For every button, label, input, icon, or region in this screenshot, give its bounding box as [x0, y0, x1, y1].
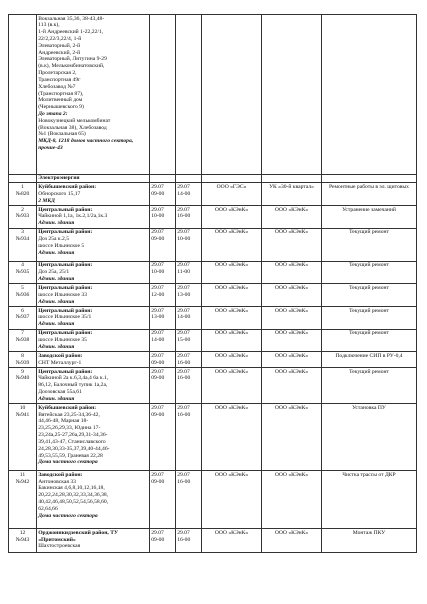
row-number: 1 — [21, 184, 24, 190]
contractor-org: УК «30-й квартал» — [262, 183, 322, 206]
start-cell — [150, 367, 176, 403]
address-line: шоссе Ильинское 5 — [38, 242, 85, 249]
owner-org: ООО «КЭнК» — [202, 367, 262, 403]
work-description: Подключение СИП в РУ-0,4 — [322, 352, 417, 368]
start-cell — [150, 284, 176, 307]
address-line: 20,22,24,28,30,32,33,34,36,38, — [38, 492, 109, 499]
start-cell — [150, 306, 176, 329]
row-number: 9 — [21, 368, 24, 375]
address-line: Доз 25а к.2,5 — [38, 236, 69, 243]
address-line: Вятейская 23,25-34,36-42, — [38, 411, 100, 418]
start-date: 29.07 — [151, 330, 164, 337]
work-description: Устранение замечаний — [322, 206, 417, 229]
start-cell — [150, 183, 176, 206]
start-date: 29.07 — [151, 352, 164, 359]
address-line: Доозовская 55а,61 — [38, 389, 82, 395]
start-date: 29.07 — [151, 284, 164, 291]
owner-org: ООО «КЭнК» — [202, 306, 262, 329]
address-cell — [37, 15, 150, 175]
table-row — [9, 404, 417, 471]
object-note: Админ. здания — [38, 321, 75, 328]
end-cell — [176, 228, 202, 261]
row-number: 7 — [21, 330, 24, 337]
end-date: 29.07 — [177, 352, 190, 359]
district-label: Куйбышевский район: — [38, 404, 97, 411]
outage-schedule-table — [8, 14, 417, 553]
start-cell — [150, 206, 176, 229]
empty-cell — [202, 175, 262, 183]
end-time: 16-00 — [177, 375, 191, 382]
end-cell — [176, 206, 202, 229]
address-cell — [37, 228, 150, 261]
address-line: 23,25,26,29,33, Юдина 17- — [38, 425, 101, 432]
work-description: Текущий ремонт — [322, 284, 417, 307]
contractor-org: ООО «КЭнК» — [262, 404, 322, 471]
end-cell — [176, 183, 202, 206]
request-id: №941 — [15, 411, 30, 418]
request-id: №937 — [15, 314, 30, 321]
district-label: Центральный район: — [38, 229, 93, 236]
owner-org: ООО «КЭнК» — [202, 228, 262, 261]
address-line: шоссе Ильинское 35 — [38, 336, 87, 343]
start-time: 09-00 — [151, 375, 165, 382]
row-number: 10 — [19, 404, 26, 411]
start-date: 29.07 — [151, 307, 164, 314]
owner-org: ООО «КЭнК» — [202, 529, 262, 553]
empty-cell — [262, 15, 322, 175]
end-date: 29.07 — [177, 368, 190, 375]
address-cell — [37, 306, 150, 329]
address-line: (Чернышевского 9) — [38, 104, 84, 111]
start-time: 10-00 — [151, 213, 165, 220]
start-cell — [150, 404, 176, 471]
table-row — [9, 471, 417, 529]
end-cell — [176, 329, 202, 352]
row-number-cell — [9, 183, 37, 206]
end-date: 29.07 — [177, 471, 190, 478]
row-number: 4 — [21, 262, 24, 269]
row-number-cell — [9, 206, 37, 229]
start-date: 29.07 — [151, 229, 164, 236]
district-label: Центральный район: — [38, 284, 93, 291]
end-time: 16-00 — [177, 213, 191, 220]
start-date: 29.07 — [151, 206, 164, 213]
address-line: Элеваторный, 2-й — [38, 42, 81, 49]
row-number-cell — [9, 284, 37, 307]
contractor-org: ООО «КЭнК» — [262, 471, 322, 529]
owner-org: ООО «КЭнК» — [202, 471, 262, 529]
address-line: Вокзальная 35,36, 38-43,48- — [38, 15, 105, 22]
end-date: 29.07 — [177, 229, 190, 236]
request-id: №940 — [15, 375, 30, 382]
object-note: Админ. здания — [38, 395, 75, 402]
district-label: Центральный район: — [38, 262, 93, 269]
end-time: 16-00 — [177, 359, 191, 366]
start-time: 14-00 — [151, 336, 165, 343]
contractor-org: ООО «КЭнК» — [262, 284, 322, 307]
end-time: 15-00 — [177, 336, 191, 343]
request-id: №933 — [15, 213, 30, 220]
work-description: Монтаж ПКУ — [322, 529, 417, 553]
start-cell — [150, 471, 176, 529]
address-cell — [37, 404, 150, 471]
table-row — [9, 228, 417, 261]
district-label: Куйбышевский район: — [38, 184, 97, 190]
request-id: №935 — [15, 269, 30, 276]
district-label: Центральный район: — [38, 368, 93, 375]
end-time: 10-00 — [177, 236, 191, 243]
start-time: 09-00 — [151, 359, 165, 366]
row-number-cell — [9, 352, 37, 368]
start-date: 29.07 — [151, 404, 164, 411]
row-number-cell — [9, 228, 37, 261]
address-line: (в.к), Мелькомбинатовский, — [38, 63, 105, 70]
start-date: 29.07 — [151, 368, 164, 375]
end-date: 29.07 — [177, 330, 190, 337]
row-number: 8 — [21, 352, 24, 359]
end-cell — [176, 471, 202, 529]
start-date: 29.07 — [151, 471, 164, 478]
end-cell — [176, 367, 202, 403]
address-cell — [37, 367, 150, 403]
work-description: Текущий ремонт — [322, 228, 417, 261]
district-label: Заводской район: — [38, 352, 83, 359]
object-note: Админ. здания — [38, 343, 75, 350]
end-cell — [176, 306, 202, 329]
work-description: Установка ПУ — [322, 404, 417, 471]
empty-cell — [9, 15, 37, 175]
address-cell — [37, 352, 150, 368]
stage-label: До этапа 2: — [38, 110, 68, 117]
address-line: 49,53,55,59, Граневая 22,28 — [38, 452, 103, 459]
address-line: 86,12, Балочный тупик 1а,2а, — [38, 382, 108, 389]
address-line: 39,41,43-47, Станиславского — [38, 438, 106, 445]
row-number: 5 — [21, 284, 24, 291]
end-cell — [176, 352, 202, 368]
row-number-cell — [9, 529, 37, 553]
work-description: Ремонтные работы в эл. щитовых — [322, 183, 417, 206]
request-id: №939 — [15, 359, 30, 366]
object-note: Админ. здания — [38, 298, 75, 305]
owner-org: ООО «ГЭС» — [202, 183, 262, 206]
address-cell — [37, 206, 150, 229]
work-description: Текущий ремонт — [322, 306, 417, 329]
address-cell — [37, 261, 150, 284]
address-line: 44,46-48, Марная 18- — [38, 418, 89, 425]
request-id: №934 — [15, 236, 30, 243]
row-number: 11 — [19, 471, 26, 478]
start-date: 29.07 — [151, 262, 164, 269]
address-line: шоссе Ильинское 35/1 — [38, 314, 92, 321]
table-row — [9, 261, 417, 284]
contractor-org: ООО «КЭнК» — [262, 367, 322, 403]
end-cell — [176, 404, 202, 471]
start-time: 13-00 — [151, 314, 165, 321]
end-date: 29.07 — [177, 307, 190, 314]
contractor-org: ООО «КЭнК» — [262, 529, 322, 553]
request-id: №820 — [15, 190, 30, 197]
end-cell — [176, 284, 202, 307]
address-line: Элеваторный, Литугина 9-29 — [38, 56, 107, 63]
request-id: №942 — [15, 478, 30, 485]
table-row — [9, 206, 417, 229]
district-label: Заводской район: — [38, 471, 83, 478]
end-date: 29.07 — [177, 284, 190, 291]
address-line: Молитвенный дом — [38, 97, 83, 104]
start-cell — [150, 261, 176, 284]
end-date: 29.07 — [177, 184, 190, 190]
start-time: 10-00 — [151, 269, 165, 276]
start-time: 09-00 — [151, 536, 165, 543]
table-row — [9, 529, 417, 553]
object-note: Админ. здания — [38, 275, 75, 282]
owner-org: ООО «КЭнК» — [202, 206, 262, 229]
empty-cell — [9, 175, 37, 183]
end-time: 16-00 — [177, 478, 191, 485]
district-label: Орджоникидзевский район, ТУ «Притомский» — [38, 529, 119, 543]
address-line: Обнорского 15,17 — [38, 190, 81, 197]
table-row — [9, 306, 417, 329]
end-cell — [176, 261, 202, 284]
row-number-cell — [9, 471, 37, 529]
end-date: 29.07 — [177, 529, 190, 536]
table-row — [9, 183, 417, 206]
address-line: Шахтостроевская — [38, 543, 81, 550]
top-continuation-row — [9, 15, 417, 175]
start-time: 09-00 — [151, 236, 165, 243]
address-line: шоссе Ильинское 33 — [38, 291, 87, 298]
end-time: 11-00 — [177, 269, 191, 276]
address-line: Доз 25а, 25/1 — [38, 269, 70, 276]
row-number-cell — [9, 261, 37, 284]
section-title: Электроэнергия — [37, 175, 150, 183]
row-number-cell — [9, 404, 37, 471]
start-cell — [150, 329, 176, 352]
end-date: 29.07 — [177, 206, 190, 213]
address-line: 1-й Андреевский 1-22,22/1, — [38, 29, 104, 36]
work-description: Чистка трассы от ДКР — [322, 471, 417, 529]
address-cell — [37, 471, 150, 529]
work-description: Текущий ремонт — [322, 367, 417, 403]
address-line: Антоновская 33 — [38, 478, 76, 485]
address-cell — [37, 529, 150, 553]
stage-line: №1 (Вокзальная 65) — [38, 131, 86, 138]
stage-line: Новокузнецкий мелькомбинат — [38, 117, 111, 124]
empty-cell — [150, 175, 176, 183]
object-note: Админ. здания — [38, 249, 75, 256]
empty-cell — [322, 15, 417, 175]
row-number-cell — [9, 367, 37, 403]
district-label: Центральный район: — [38, 307, 93, 314]
object-note: Дома частного сектора — [38, 459, 98, 466]
start-time: 09-00 — [151, 478, 165, 485]
object-note: Дома частного сектора — [38, 512, 98, 519]
address-cell — [37, 183, 150, 206]
start-time: 09-00 — [151, 411, 165, 418]
row-number: 2 — [21, 206, 24, 213]
address-line: 62,64,66 — [38, 505, 58, 512]
end-time: 14-00 — [177, 190, 191, 197]
start-time: 12-00 — [151, 291, 165, 298]
address-cell — [37, 329, 150, 352]
empty-cell — [262, 175, 322, 183]
contractor-org: ООО «КЭнК» — [262, 352, 322, 368]
address-line: 23,24а,25-27,26а,29,31-34,36- — [38, 432, 108, 439]
request-id: №936 — [15, 291, 30, 298]
row-number: 3 — [21, 229, 24, 236]
owner-org: ООО «КЭнК» — [202, 352, 262, 368]
address-line: 24,28,30,33-35,37,39,40-44,46- — [38, 445, 110, 452]
end-time: 14-00 — [177, 314, 191, 321]
request-id: №938 — [15, 336, 30, 343]
row-number: 6 — [21, 307, 24, 314]
contractor-org: ООО «КЭнК» — [262, 329, 322, 352]
table-row — [9, 352, 417, 368]
address-line: (Транспортная 87), — [38, 90, 84, 97]
table-row — [9, 329, 417, 352]
owner-org: ООО «КЭнК» — [202, 404, 262, 471]
district-label: Центральный район: — [38, 206, 93, 213]
empty-cell — [176, 175, 202, 183]
stage-line: (Вокзальная 38), Хлебозавод — [38, 124, 107, 131]
row-number-cell — [9, 306, 37, 329]
district-label: Центральный район: — [38, 330, 93, 337]
object-note: 2 МКД — [38, 197, 55, 204]
contractor-org: ООО «КЭнК» — [262, 261, 322, 284]
contractor-org: ООО «КЭнК» — [262, 306, 322, 329]
start-cell — [150, 352, 176, 368]
start-cell — [150, 228, 176, 261]
address-line: Бакинская 4,6,8,10,12,16,18, — [38, 485, 105, 492]
address-line: 22/2,22/3,22/4, 1-й — [38, 36, 82, 43]
request-id: №943 — [15, 536, 30, 543]
owner-org: ООО «КЭнК» — [202, 284, 262, 307]
address-line: Андреевский, 2-й — [38, 49, 81, 56]
end-time: 13-00 — [177, 291, 191, 298]
start-cell — [150, 529, 176, 553]
address-line: 40,42,46,48,50,52,54,56,58,60, — [38, 499, 109, 506]
work-description: Текущий ремонт — [322, 261, 417, 284]
work-description: Текущий ремонт — [322, 329, 417, 352]
end-date: 29.07 — [177, 404, 190, 411]
address-cell — [37, 284, 150, 307]
owner-org: ООО «КЭнК» — [202, 261, 262, 284]
address-line: 113 (в.к), — [38, 22, 60, 29]
row-number: 12 — [19, 529, 26, 536]
end-time: 16-00 — [177, 536, 191, 543]
end-date: 29.07 — [177, 262, 190, 269]
contractor-org: ООО «КЭнК» — [262, 206, 322, 229]
empty-cell — [322, 175, 417, 183]
start-date: 29.07 — [151, 529, 164, 536]
object-note: Админ. здания — [38, 220, 75, 227]
empty-cell — [202, 15, 262, 175]
end-cell — [176, 529, 202, 553]
address-line: Чайкиной 1,1а, 1к.2,1/2а,1к.3 — [38, 213, 108, 220]
contractor-org: ООО «КЭнК» — [262, 228, 322, 261]
start-date: 29.07 — [151, 184, 164, 190]
empty-cell — [176, 15, 202, 175]
address-line: Пролетарская 2, — [38, 70, 77, 77]
section-row — [9, 175, 417, 183]
empty-cell — [150, 15, 176, 175]
owner-org: ООО «КЭнК» — [202, 329, 262, 352]
end-time: 16-00 — [177, 411, 191, 418]
address-line: Чайкиной 2а к.6,3,4а,4 6а к.1, — [38, 375, 109, 382]
row-number-cell — [9, 329, 37, 352]
table-row — [9, 284, 417, 307]
start-time: 09-00 — [151, 190, 165, 197]
summary-note: МКД-8, 1218 домов частного сектора, прочие-43 — [38, 138, 134, 152]
address-line: Транспортная 49г — [38, 76, 81, 83]
address-line: Хлебозавод №7 — [38, 83, 76, 90]
table-row — [9, 367, 417, 403]
address-line: СНТ Металлург-1 — [38, 359, 82, 366]
